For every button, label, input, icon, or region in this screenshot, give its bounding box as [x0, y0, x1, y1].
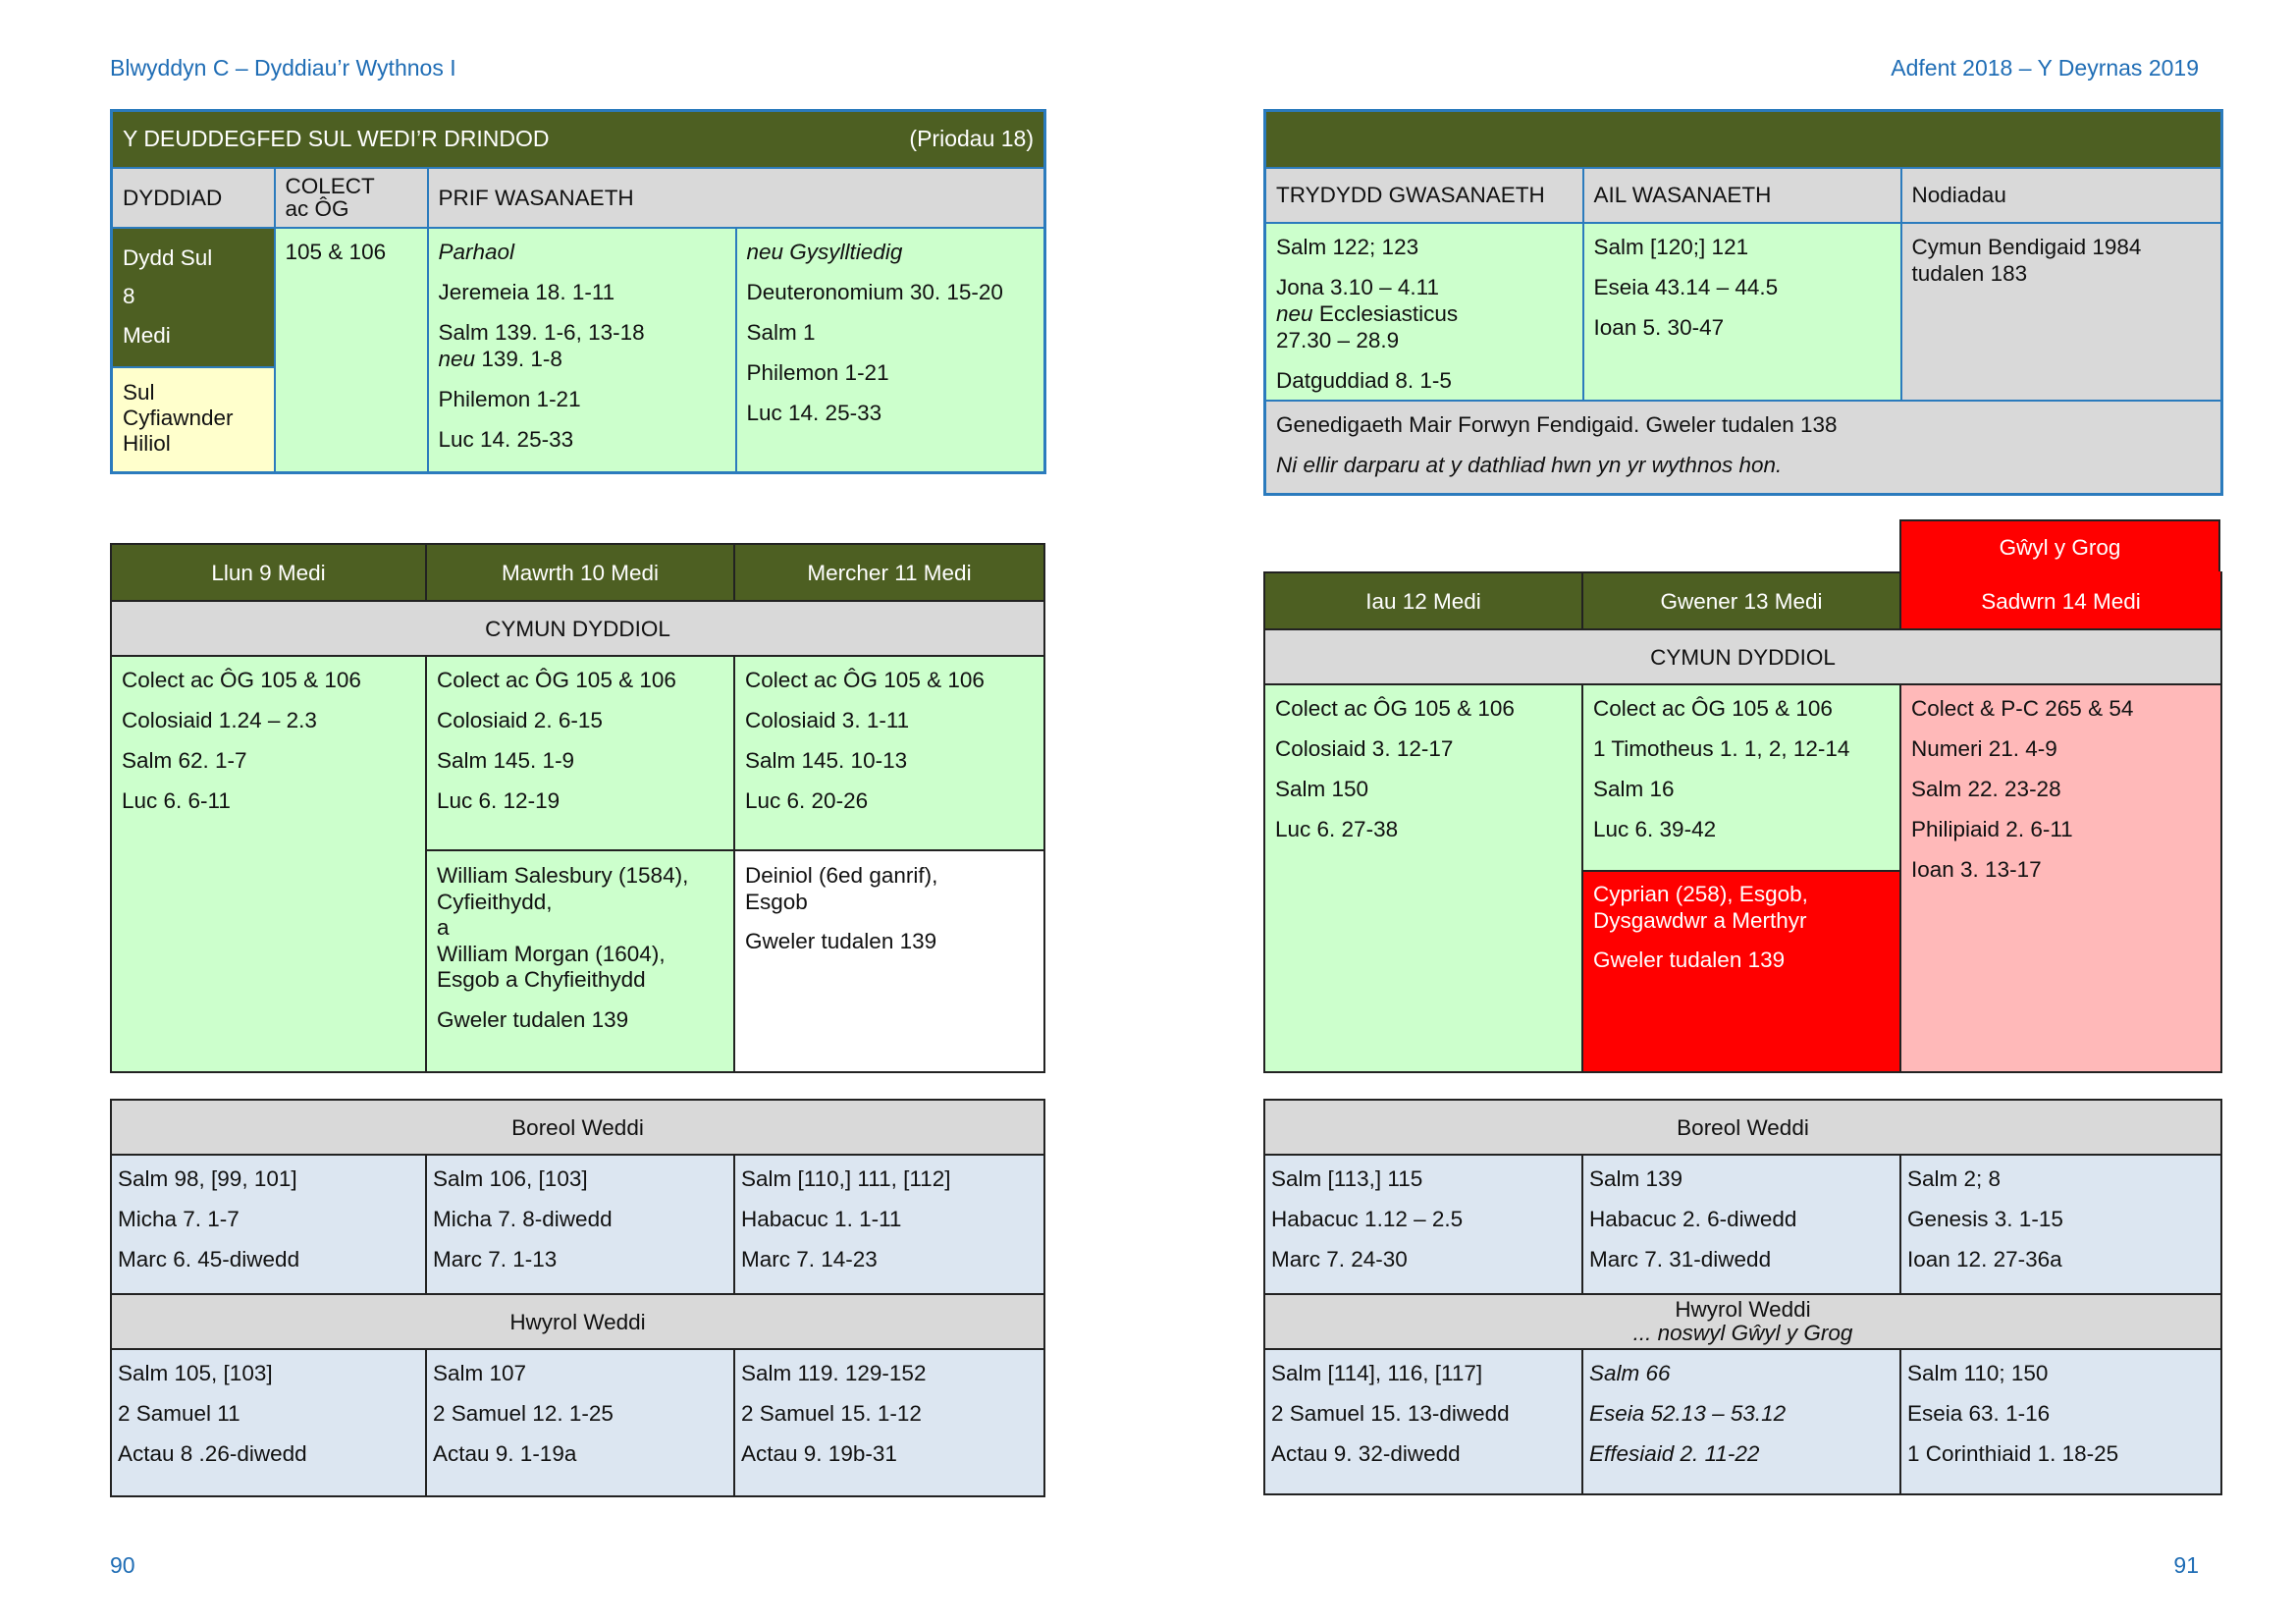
reading: Habacuc 2. 6-diwedd — [1589, 1207, 1797, 1231]
parhaol-label: Parhaol — [438, 239, 515, 264]
reading: Colect & P-C 265 & 54 — [1911, 696, 2134, 721]
thu-cymun — [1264, 684, 1582, 1072]
commem-ref: Gweler tudalen 139 — [1593, 947, 1786, 973]
day-header-mon: Llun 9 Medi — [111, 544, 426, 601]
commem-line: Cyfieithydd, — [437, 889, 553, 914]
cysyl-reading: Luc 14. 25-33 — [746, 400, 882, 425]
reading: Actau 9. 1-19a — [433, 1441, 577, 1466]
sul-3: Hiliol — [123, 430, 171, 456]
day-header-tue: Mawrth 10 Medi — [426, 544, 734, 601]
reading: Luc 6. 20-26 — [745, 788, 869, 813]
sul-1: Sul — [123, 379, 155, 405]
col-trydydd: TRYDYDD GWASANAETH — [1265, 168, 1583, 223]
sunday-title-row — [112, 111, 1045, 168]
trydydd-reading: Salm 122; 123 — [1276, 234, 1419, 259]
commem-line: William Salesbury (1584), — [437, 863, 689, 888]
wed-boreol — [734, 1155, 1044, 1294]
reading: Salm 105, [103] — [118, 1361, 273, 1385]
running-header-left: Blwyddyn C – Dyddiau’r Wythnos I — [110, 55, 456, 81]
commem-ref: Gweler tudalen 139 — [745, 929, 937, 954]
reading: Marc 7. 1-13 — [433, 1247, 558, 1272]
reading: Marc 7. 24-30 — [1271, 1247, 1408, 1272]
reading: Ioan 3. 13-17 — [1911, 857, 2042, 882]
nodiadau-line: Cymun Bendigaid 1984 — [1911, 234, 2142, 259]
col-prif: PRIF WASANAETH — [428, 168, 1045, 228]
hwyrol-header-right — [1264, 1294, 2221, 1349]
reading: 2 Samuel 12. 1-25 — [433, 1401, 614, 1426]
commem-line: a — [437, 915, 450, 941]
col-nodiadau: Nodiadau — [1901, 168, 2222, 223]
office-right — [1263, 1099, 2222, 1495]
reading: Salm 145. 1-9 — [437, 748, 575, 773]
commem-ref: Gweler tudalen 139 — [437, 1006, 629, 1032]
sunday-note: (Priodau 18) — [909, 125, 1034, 151]
ail-reading: Ioan 5. 30-47 — [1593, 314, 1725, 340]
trydydd-reading: Ecclesiasticus — [1318, 300, 1459, 326]
sunday-date-2: 8 — [123, 284, 135, 309]
day-header-wed: Mercher 11 Medi — [734, 544, 1044, 601]
wed-cymun — [734, 656, 1044, 850]
sunday-cysylltiedig — [736, 228, 1045, 473]
cysyl-reading: Salm 1 — [746, 319, 816, 345]
reading: Eseia 52.13 – 53.12 — [1589, 1401, 1787, 1426]
reading: Colosiaid 2. 6-15 — [437, 708, 603, 732]
reading: Colect ac ÔG 105 & 106 — [1275, 696, 1515, 721]
reading: 2 Samuel 15. 13-diwedd — [1271, 1401, 1510, 1426]
mon-cymun — [111, 656, 426, 1072]
sul-2: Cyfiawnder — [123, 405, 234, 430]
reading: Ioan 12. 27-36a — [1907, 1247, 2062, 1272]
reading: Salm [110,] 111, [112] — [741, 1166, 951, 1191]
ail-reading: Salm [120;] 121 — [1593, 234, 1749, 259]
sunday-notes-row — [1265, 401, 2222, 495]
col-colect-2: ac ÔG — [285, 196, 349, 222]
reading: Luc 6. 27-38 — [1275, 817, 1399, 841]
sunday-title: Y DEUDDEGFED SUL WEDI’R DRINDOD — [123, 125, 550, 151]
sunday-date-1: Dydd Sul — [123, 244, 213, 270]
reading: Micha 7. 8-diwedd — [433, 1207, 613, 1231]
reading: Luc 6. 39-42 — [1593, 817, 1717, 841]
fri-commemoration — [1582, 871, 1900, 1072]
reading: Salm 150 — [1275, 777, 1369, 801]
cymun-dyddiol-left: CYMUN DYDDIOL — [111, 601, 1044, 656]
wed-hwyrol — [734, 1349, 1044, 1496]
ail-reading: Eseia 43.14 – 44.5 — [1593, 274, 1779, 299]
sunday-table — [110, 109, 1046, 474]
tue-boreol — [426, 1155, 734, 1294]
weekday-cymun-right — [1263, 571, 2222, 1073]
reading: Salm 110; 150 — [1907, 1361, 2049, 1385]
sunday-colect: 105 & 106 — [275, 228, 428, 473]
parhaol-reading: 139. 1-8 — [481, 346, 562, 371]
day-header-sat: Sadwrn 14 Medi — [1900, 572, 2221, 629]
fri-hwyrol — [1582, 1349, 1900, 1494]
weekday-cymun-left — [110, 543, 1045, 1073]
parhaol-reading: Luc 14. 25-33 — [438, 426, 574, 452]
reading: Actau 9. 19b-31 — [741, 1441, 897, 1466]
trydydd-readings — [1265, 223, 1583, 401]
reading: Habacuc 1. 1-11 — [741, 1207, 902, 1231]
reading: Salm 98, [99, 101] — [118, 1166, 297, 1191]
page-number-left: 90 — [110, 1552, 135, 1578]
reading: Colect ac ÔG 105 & 106 — [745, 668, 985, 692]
parhaol-reading: Philemon 1-21 — [438, 386, 581, 411]
col-dyddiad: DYDDIAD — [112, 168, 275, 228]
genedigaeth-note: Genedigaeth Mair Forwyn Fendigaid. Gweler tudalen 138 — [1276, 411, 1838, 437]
reading: Habacuc 1.12 – 2.5 — [1271, 1207, 1464, 1231]
day-header-fri: Gwener 13 Medi — [1582, 572, 1900, 629]
reading: Colect ac ÔG 105 & 106 — [122, 668, 361, 692]
office-left — [110, 1099, 1045, 1497]
reading: Eseia 63. 1-16 — [1907, 1401, 2051, 1426]
hwyrol-title: Hwyrol Weddi — [1675, 1297, 1811, 1323]
trydydd-reading: 27.30 – 28.9 — [1276, 327, 1400, 352]
reading: Salm 119. 129-152 — [741, 1361, 927, 1385]
reading: 1 Timotheus 1. 1, 2, 12-14 — [1593, 736, 1850, 761]
nodiadau-line: tudalen 183 — [1911, 260, 2028, 286]
sat-hwyrol — [1900, 1349, 2221, 1494]
running-header-right: Adfent 2018 – Y Deyrnas 2019 — [1891, 55, 2199, 81]
fri-boreol — [1582, 1155, 1900, 1294]
parhaol-neu: neu — [438, 346, 476, 371]
thu-boreol — [1264, 1155, 1582, 1294]
reading: Luc 6. 6-11 — [122, 788, 231, 813]
reading: 2 Samuel 11 — [118, 1401, 240, 1426]
reading: Salm 66 — [1589, 1361, 1671, 1385]
col-colect-1: COLECT — [285, 173, 375, 198]
parhaol-reading: Salm 139. 1-6, 13-18 — [438, 319, 645, 345]
hwyrol-subtitle: ... noswyl Gŵyl y Grog — [1632, 1321, 1853, 1345]
reading: Effesiaid 2. 11-22 — [1589, 1441, 1760, 1466]
commem-line: Dysgawdwr a Merthyr — [1593, 907, 1807, 933]
reading: 1 Corinthiaid 1. 18-25 — [1907, 1441, 2119, 1466]
reading: Salm 22. 23-28 — [1911, 777, 2061, 801]
reading: Marc 7. 31-diwedd — [1589, 1247, 1772, 1272]
reading: Salm 107 — [433, 1361, 527, 1385]
sat-boreol — [1900, 1155, 2221, 1294]
col-ail: AIL WASANAETH — [1583, 168, 1901, 223]
commem-line: Deiniol (6ed ganrif), — [745, 863, 938, 888]
olive-band — [1265, 111, 2222, 168]
tue-commemoration — [426, 850, 734, 1072]
cymun-dyddiol-right: CYMUN DYDDIOL — [1264, 629, 2221, 684]
mon-hwyrol — [111, 1349, 426, 1496]
sul-cyfiawnder — [112, 367, 275, 473]
reading: Actau 8 .26-diwedd — [118, 1441, 307, 1466]
reading: Actau 9. 32-diwedd — [1271, 1441, 1461, 1466]
reading: Marc 7. 14-23 — [741, 1247, 878, 1272]
sunday-services-table — [1263, 109, 2223, 496]
reading: Colosiaid 1.24 – 2.3 — [122, 708, 317, 732]
cysyl-reading: Philemon 1-21 — [746, 359, 889, 385]
reading: Salm 145. 10-13 — [745, 748, 908, 773]
sat-cymun — [1900, 684, 2221, 1072]
trydydd-reading: Jona 3.10 – 4.11 — [1276, 274, 1439, 299]
tue-hwyrol — [426, 1349, 734, 1496]
sunday-date — [112, 228, 275, 367]
nodiadau — [1901, 223, 2222, 401]
mon-boreol — [111, 1155, 426, 1294]
reading: Numeri 21. 4-9 — [1911, 736, 2057, 761]
trydydd-reading: Datguddiad 8. 1-5 — [1276, 367, 1452, 393]
reading: 2 Samuel 15. 1-12 — [741, 1401, 922, 1426]
commem-line: William Morgan (1604), — [437, 941, 666, 966]
feast-banner: Gŵyl y Grog — [1899, 519, 2220, 574]
reading: Colosiaid 3. 1-11 — [745, 708, 910, 732]
cysyl-reading: Deuteronomium 30. 15-20 — [746, 279, 1003, 304]
boreol-header-left: Boreol Weddi — [111, 1100, 1044, 1155]
sunday-date-3: Medi — [123, 322, 171, 348]
trydydd-neu: neu — [1276, 300, 1313, 326]
reading: Luc 6. 12-19 — [437, 788, 561, 813]
fri-cymun — [1582, 684, 1900, 871]
reading: Salm 16 — [1593, 777, 1675, 801]
reading: Salm 2; 8 — [1907, 1166, 2002, 1191]
sunday-parhaol — [428, 228, 736, 473]
reading: Salm [114], 116, [117] — [1271, 1361, 1483, 1385]
reading: Genesis 3. 1-15 — [1907, 1207, 2063, 1231]
reading: Salm 106, [103] — [433, 1166, 588, 1191]
reading: Salm [113,] 115 — [1271, 1166, 1423, 1191]
commem-line: Cyprian (258), Esgob, — [1593, 882, 1808, 906]
reading: Colect ac ÔG 105 & 106 — [1593, 696, 1833, 721]
reading: Philipiaid 2. 6-11 — [1911, 817, 2073, 841]
wed-commemoration — [734, 850, 1044, 1072]
boreol-header-right: Boreol Weddi — [1264, 1100, 2221, 1155]
page-number-right: 91 — [2173, 1552, 2199, 1578]
col-colect — [275, 168, 428, 228]
parhaol-reading: Jeremeia 18. 1-11 — [438, 279, 615, 304]
reading: Micha 7. 1-7 — [118, 1207, 240, 1231]
ni-ellir-note: Ni ellir darparu at y dathliad hwn yn yr wythnos hon. — [1276, 452, 1783, 477]
commem-line: Esgob — [745, 889, 808, 914]
commem-line: Esgob a Chyfieithydd — [437, 967, 646, 993]
reading: Salm 62. 1-7 — [122, 748, 247, 773]
reading: Colosiaid 3. 12-17 — [1275, 736, 1454, 761]
hwyrol-header-left: Hwyrol Weddi — [111, 1294, 1044, 1349]
tue-cymun — [426, 656, 734, 850]
ail-readings — [1583, 223, 1901, 401]
thu-hwyrol — [1264, 1349, 1582, 1494]
day-header-thu: Iau 12 Medi — [1264, 572, 1582, 629]
reading: Marc 6. 45-diwedd — [118, 1247, 300, 1272]
cysyl-label: neu Gysylltiedig — [746, 239, 903, 264]
reading: Salm 139 — [1589, 1166, 1683, 1191]
reading: Colect ac ÔG 105 & 106 — [437, 668, 676, 692]
